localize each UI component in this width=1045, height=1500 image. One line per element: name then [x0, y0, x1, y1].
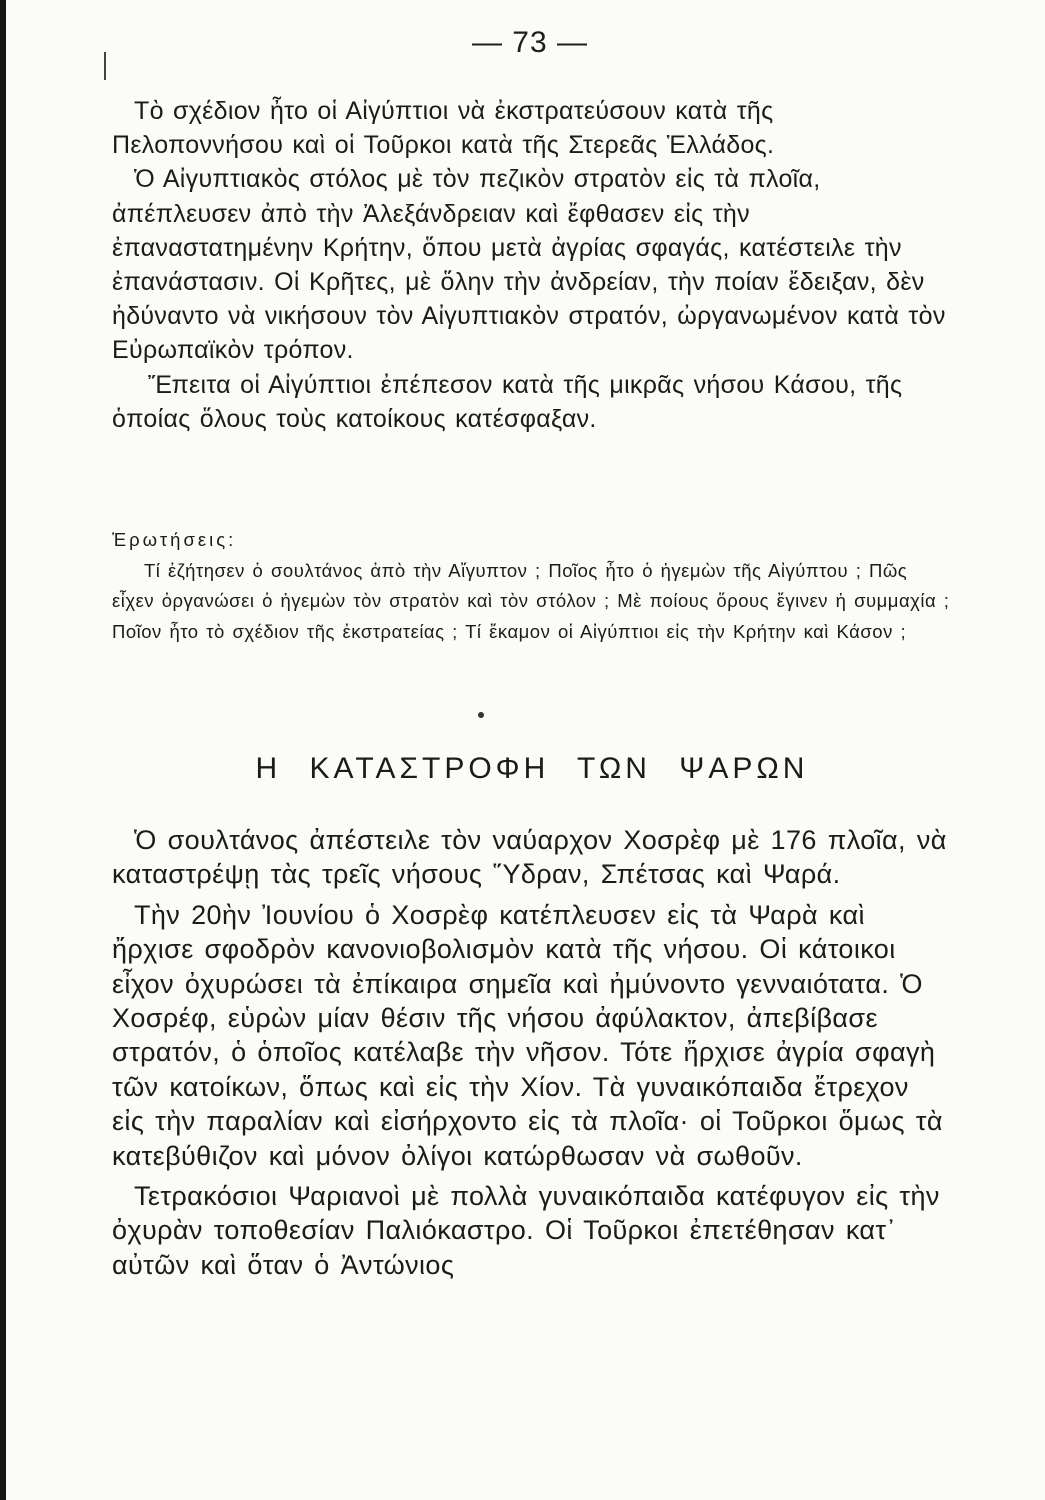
paragraph-psara-attack: Τὴν 20ὴν Ἰουνίου ὁ Χοσρὲφ κατέπλευσεν εἰς τὰ Ψαρὰ καὶ ἤρχισε σφοδρὸν κανονιοβολισμὸν κατὰ τῆς νήσου. Οἱ κάτοικοι εἶχον ὀχυρώσει τὰ ἐπίκαιρα σημεῖα καὶ ἠμύνοντο γενναιότατα. Ὁ Χοσρέφ, εὑρὼν μίαν θέσιν τῆς νήσου ἀφύλακτον, ἀπεβίβασε στρατόν, ὁ ὁποῖος κατέλαβε τὴν νῆσον. Τότε ἤρχισε ἀγρία σφαγὴ τῶν κατοίκων, ὅπως καὶ εἰς τὴν Χίον. Τὰ γυναικόπαιδα ἔτρεχον εἰς τὴν παραλίαν καὶ εἰσήρχοντο εἰς τὰ πλοῖα· οἱ Τοῦρκοι ὅμως τὰ κατεβύθιζον καὶ μόνον ὀλίγοι κατώρθωσαν νὰ σωθοῦν.: [112, 899, 943, 1171]
questions-block: [112, 525, 952, 647]
margin-mark: [104, 52, 106, 80]
questions-text: Τί ἐζήτησεν ὁ σουλτάνος ἀπὸ τὴν Αἴγυπτον ; Ποῖος ἦτο ὁ ἡγεμὼν τῆς Αἰγύπτου ; Πῶς εἶχεν ὀργανώσει ὁ ἡγεμὼν τὸν στρατὸν καὶ τὸν στόλον ; Μὲ ποίους ὅρους ἔγινεν ἡ συμμαχία ; Ποῖον ἦτο τὸ σχέδιον τῆς ἐκστρατείας ; Τί ἔκαμον οἱ Αἰγύπτιοι εἰς τὴν Κρήτην καὶ Κάσον ;: [112, 559, 950, 642]
paragraph-sultan-order: Ὁ σουλτάνος ἀπέστειλε τὸν ναύαρχον Χοσρὲφ μὲ 176 πλοῖα, νὰ καταστρέψῃ τὰς τρεῖς νήσους Ὕδραν, Σπέτσας καὶ Ψαρά.: [112, 825, 947, 890]
paragraph-paliokastro: Τετρακόσιοι Ψαριανοὶ μὲ πολλὰ γυναικόπαιδα κατέφυγον εἰς τὴν ὀχυρὰν τοποθεσίαν Παλιόκαστρο. Οἱ Τοῦρκοι ἐπετέθησαν κατ᾽ αὐτῶν καὶ ὅταν ὁ Ἀντώνιος: [112, 1181, 940, 1280]
ink-dot: [478, 712, 484, 718]
paragraph-plan: Τὸ σχέδιον ἦτο οἱ Αἰγύπτιοι νὰ ἐκστρατεύσουν κατὰ τῆς Πελοποννήσου καὶ οἱ Τοῦρκοι κατὰ τῆς Στερεᾶς Ἑλλάδος.: [112, 97, 775, 160]
paragraph-egyptian-fleet: Ὁ Αἰγυπτιακὸς στόλος μὲ τὸν πεζικὸν στρατὸν εἰς τὰ πλοῖα, ἀπέπλευσεν ἀπὸ τὴν Ἀλεξάνδρειαν καὶ ἔφθασεν εἰς τὴν ἐπαναστατημένην Κρήτην, ὅπου μετὰ ἀγρίας σφαγάς, κατέστειλε τὴν ἐπανάστασιν. Οἱ Κρῆτες, μὲ ὅλην τὴν ἀνδρείαν, τὴν ποίαν ἔδειξαν, δὲν ἠδύναντο νὰ νικήσουν τὸν Αἰγυπτιακὸν στρατόν, ὠργανωμένον κατὰ τὸν Εὐρωπαϊκὸν τρόπον.: [112, 165, 946, 365]
questions-label: Ἐρωτήσεις:: [112, 529, 237, 550]
section-heading: Η ΚΑΤΑΣΤΡΟΦΗ ΤΩΝ ΨΑΡΩΝ: [255, 752, 809, 785]
section2-text: [112, 823, 948, 1282]
page-edge-shadow: [0, 0, 6, 1500]
page-number: — 73 —: [471, 26, 589, 59]
paragraph-kasos: Ἔπειτα οἱ Αἰγύπτιοι ἐπέπεσον κατὰ τῆς μικρᾶς νήσου Κάσου, τῆς ὁποίας ὅλους τοὺς κατοίκους κατέσφαξαν.: [112, 370, 903, 433]
section1-text: [112, 94, 952, 436]
